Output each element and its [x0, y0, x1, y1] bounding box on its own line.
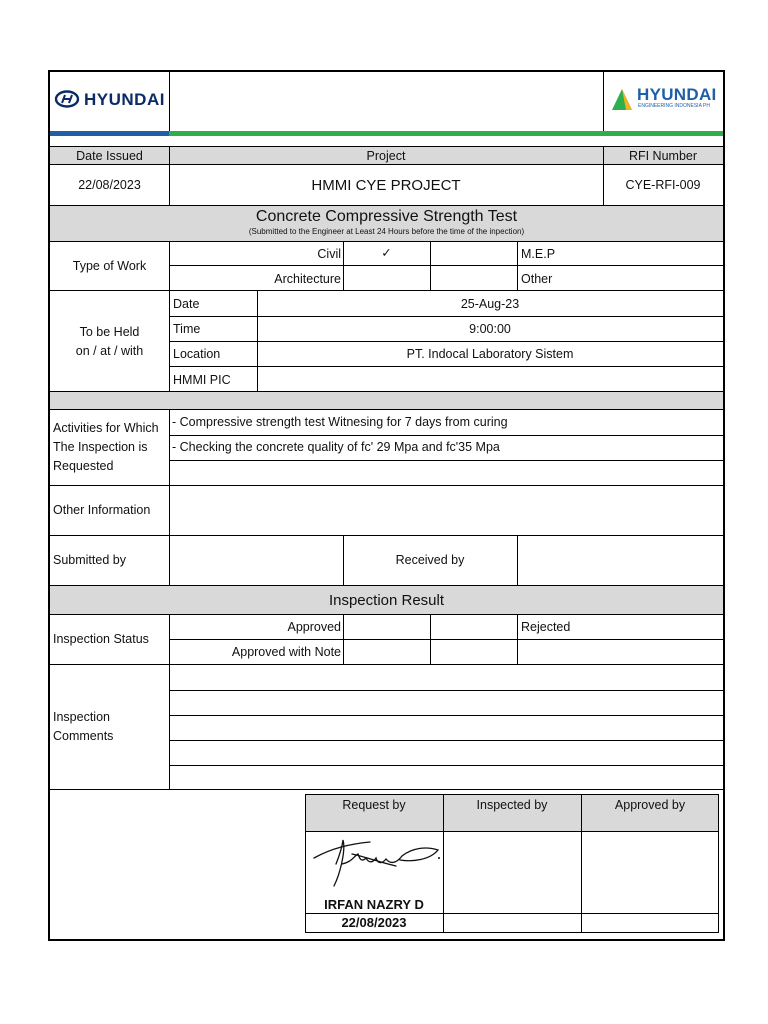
header-color-bar	[50, 131, 169, 136]
rfi-number-label: RFI Number	[628, 149, 698, 163]
inspection-status-label: Inspection Status	[53, 632, 149, 646]
held-location-label: Location	[173, 347, 221, 361]
spacer-band	[50, 392, 723, 409]
form-subtitle: (Submitted to the Engineer at Least 24 Hours before the time of the inpection)	[248, 227, 525, 236]
submitted-by-label: Submitted by	[53, 553, 126, 567]
held-date-label: Date	[173, 297, 200, 311]
to-be-held-label: To be Held	[79, 325, 140, 339]
architecture-label: Architecture	[274, 272, 341, 286]
held-date-value: 25-Aug-23	[460, 297, 520, 311]
on-at-with-label: on / at / with	[75, 344, 144, 358]
other-information-label: Other Information	[53, 503, 151, 517]
inspection-result-heading: Inspection Result	[328, 592, 445, 609]
inspected-by-label: Inspected by	[476, 798, 548, 812]
form-title: Concrete Compressive Strength Test	[255, 208, 518, 225]
requester-name: IRFAN NAZRY D	[324, 897, 424, 912]
header-color-bar	[169, 131, 723, 136]
project-label: Project	[366, 149, 406, 163]
civil-label: Civil	[317, 247, 341, 261]
header-divider	[169, 72, 170, 132]
project-value: HMMI CYE PROJECT	[311, 177, 461, 194]
held-time-value: 9:00:00	[469, 322, 511, 336]
rejected-label: Rejected	[521, 620, 571, 634]
hyundai-logo-left	[54, 86, 166, 112]
approved-label: Approved	[287, 620, 341, 634]
approved-by-label: Approved by	[614, 798, 686, 812]
right-logo-subtext: ENGINEERING INDONESIA PH	[638, 103, 710, 109]
activities-label-line2: The Inspection is	[53, 440, 148, 454]
requester-date: 22/08/2023	[341, 915, 407, 930]
signature-icon	[312, 834, 442, 894]
activity-item: - Compressive strength test Witnesing for 7 days from curing	[172, 415, 508, 429]
other-label: Other	[521, 272, 553, 286]
held-location-value: PT. Indocal Laboratory Sistem	[406, 347, 574, 361]
activities-label-line1: Activities for Which	[53, 421, 159, 435]
civil-checkmark: ✓	[381, 246, 392, 260]
request-by-label: Request by	[342, 798, 406, 812]
hyundai-engineering-logo-right	[610, 84, 722, 114]
mep-label: M.E.P	[521, 247, 556, 261]
left-logo-text: HYUNDAI	[84, 90, 165, 109]
rfi-number-value: CYE-RFI-009	[625, 178, 701, 192]
held-time-label: Time	[173, 322, 201, 336]
date-issued-label: Date Issued	[76, 149, 143, 163]
header-divider	[603, 72, 604, 132]
date-issued-value: 22/08/2023	[78, 178, 141, 192]
triangle-logo-icon	[610, 86, 636, 112]
type-of-work-label: Type of Work	[72, 259, 147, 273]
hmmi-pic-label: HMMI PIC	[173, 373, 231, 387]
inspection-comments-label-line2: Comments	[53, 729, 114, 743]
activity-item: - Checking the concrete quality of fc' 29 Mpa and fc'35 Mpa	[172, 440, 500, 454]
received-by-label: Received by	[395, 553, 465, 567]
activities-label-line3: Requested	[53, 459, 114, 473]
right-logo-text: HYUNDAI	[637, 85, 717, 104]
inspection-comments-label-line1: Inspection	[53, 710, 110, 724]
approved-with-note-label: Approved with Note	[231, 645, 341, 659]
